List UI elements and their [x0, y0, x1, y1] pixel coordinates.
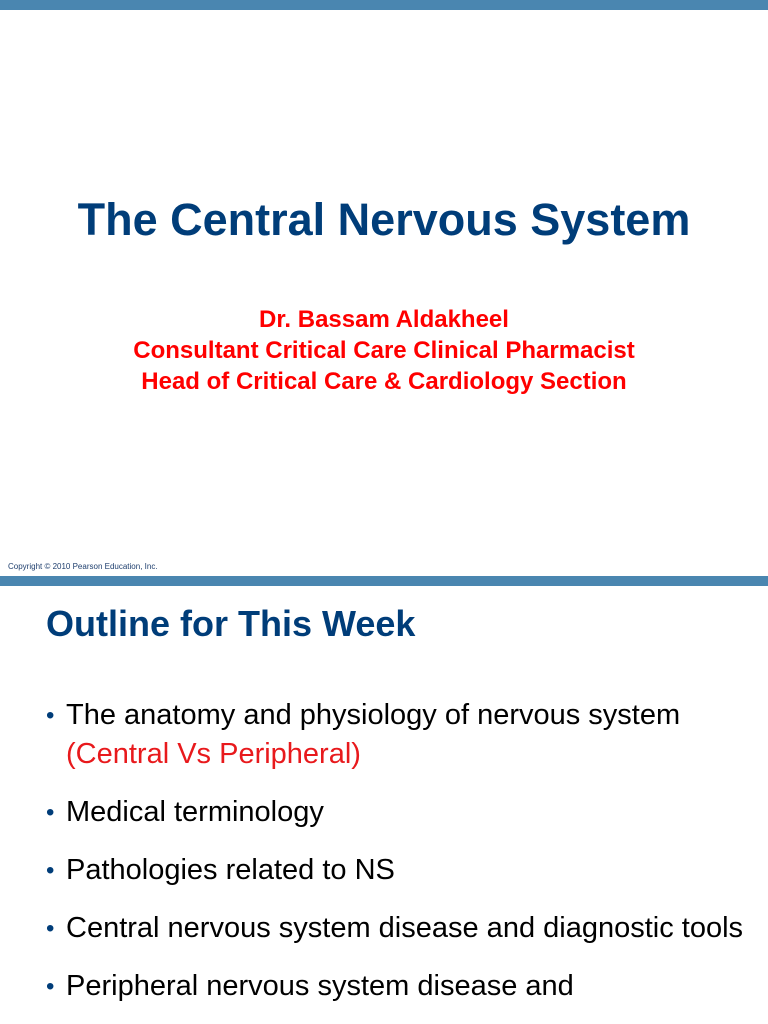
outline-slide	[0, 576, 768, 1024]
slide-title: The Central Nervous System	[77, 194, 691, 245]
list-item	[46, 909, 746, 948]
presenter-position: Head of Critical Care & Cardiology Section	[141, 368, 627, 395]
list-item	[46, 793, 746, 832]
presenter-info	[0, 304, 768, 397]
bullet-icon: •	[46, 973, 55, 1000]
slide-top-bar	[0, 576, 768, 586]
slide-top-bar	[0, 0, 768, 10]
outline-title: Outline for This Week	[46, 603, 416, 644]
outline-bullet-list	[46, 696, 746, 1024]
bullet-text: The anatomy and physiology of nervous system	[66, 699, 681, 731]
bullet-icon: •	[46, 857, 55, 884]
presenter-name: Dr. Bassam Aldakheel	[259, 306, 509, 333]
bullet-text: Peripheral nervous system disease and	[66, 970, 574, 1002]
bullet-icon: •	[46, 799, 55, 826]
list-item	[46, 696, 746, 774]
bullet-icon: •	[46, 915, 55, 942]
list-item	[46, 967, 746, 1006]
presenter-role: Consultant Critical Care Clinical Pharmacist	[133, 337, 635, 364]
bullet-text: Central nervous system disease and diagnostic tools	[66, 912, 744, 944]
bullet-icon: •	[46, 702, 55, 729]
bullet-text: Medical terminology	[66, 796, 324, 828]
list-item	[46, 851, 746, 890]
bullet-highlight: (Central Vs Peripheral)	[66, 738, 361, 770]
copyright-notice: Copyright © 2010 Pearson Education, Inc.	[8, 562, 158, 571]
bullet-text: Pathologies related to NS	[66, 854, 395, 886]
